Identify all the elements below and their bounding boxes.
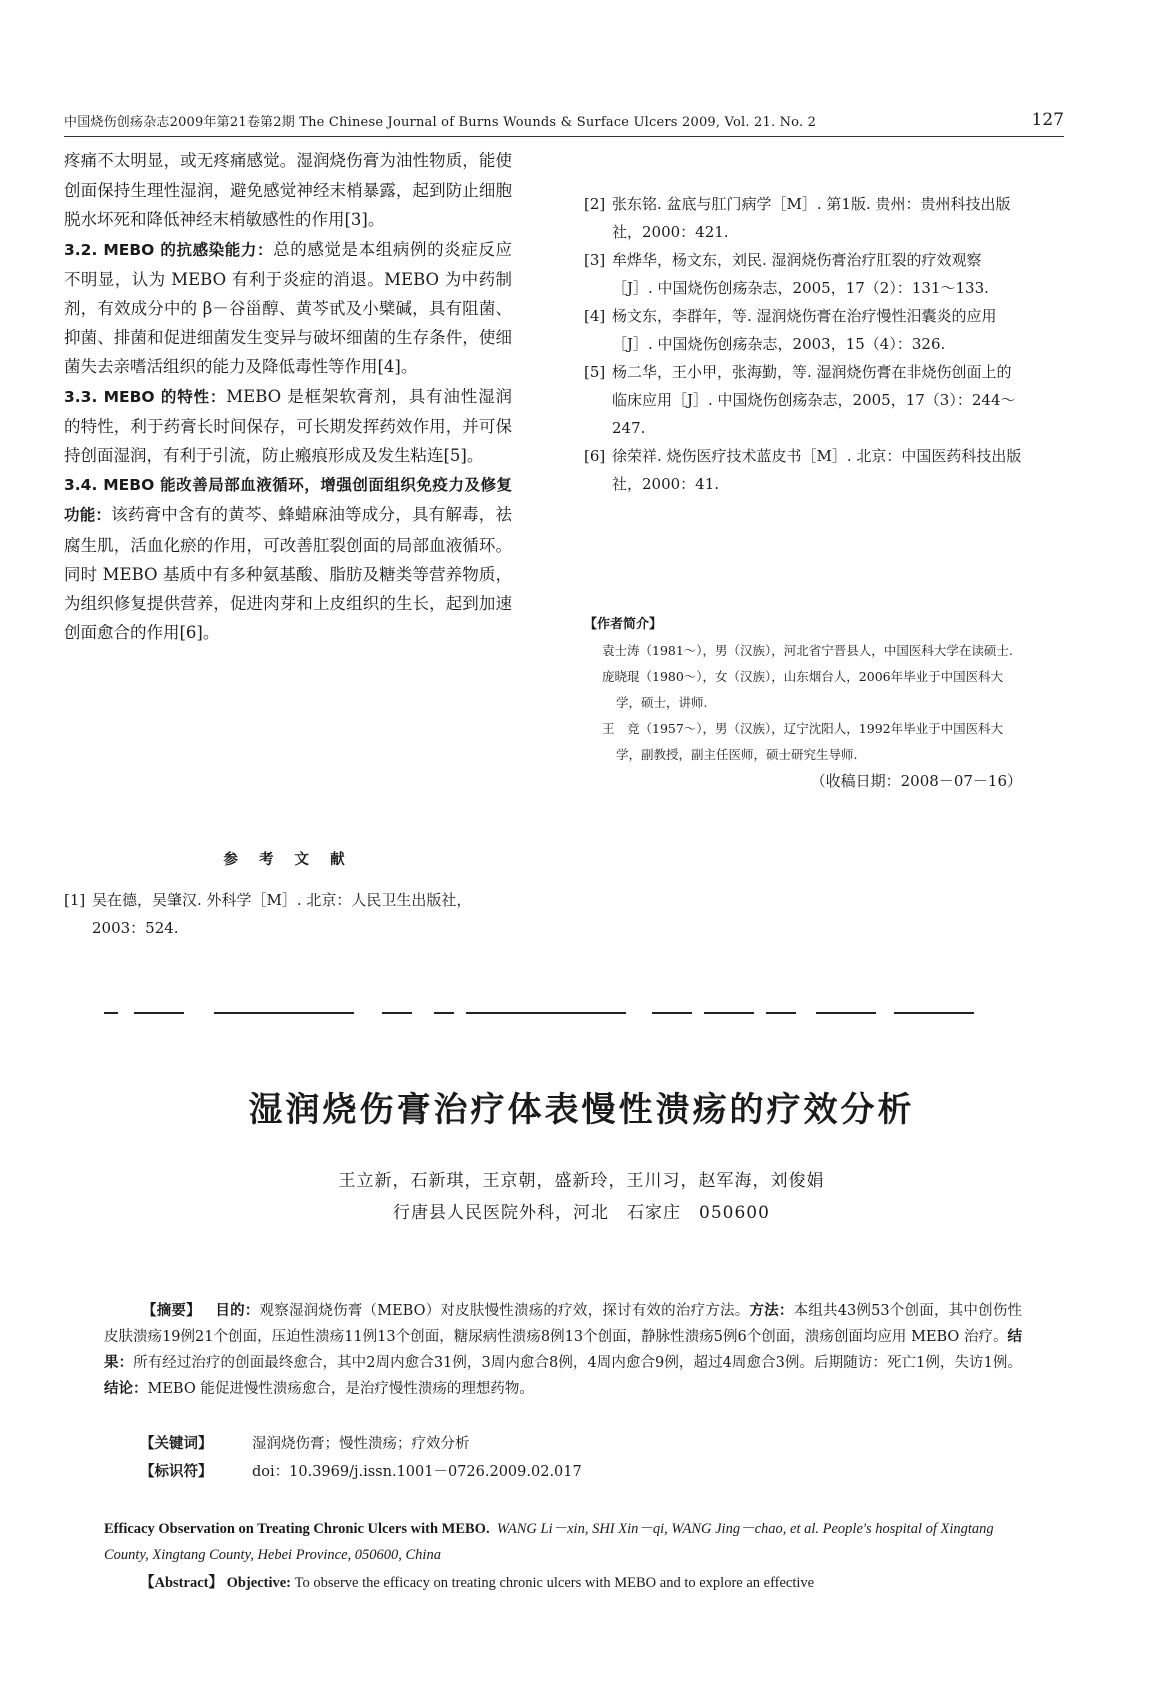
english-title: Efficacy Observation on Treating Chronic Ulcers with MEBO.: [104, 1521, 490, 1537]
references-left: [64, 886, 512, 942]
section-3-3: 3.3. MEBO 的特性：MEBO 是框架软膏剂，具有油性湿润的特性，利于药膏长时间保存，可长期发挥药效作用，并可保持创面湿润，有利于引流，防止瘢痕形成及发生粘连[5]。: [64, 386, 512, 466]
article-affiliation: 行唐县人民医院外科，河北 石家庄 050600: [393, 1203, 770, 1223]
reference-item: [6] 徐荣祥. 烧伤医疗技术蓝皮书［M］. 北京：中国医药科技出版社，2000：41.: [584, 447, 1022, 493]
article-authors: 王立新，石新琪，王京朝，盛新玲，王川习，赵军海，刘俊娟: [338, 1171, 825, 1191]
author-info-heading: 【作者简介】: [584, 617, 663, 632]
identifier: 【标识符】 doi：10.3969/j.issn.1001－0726.2009.02.017: [140, 1464, 582, 1480]
reference-item: [4] 杨文东，李群年，等. 湿润烧伤膏在治疗慢性汨囊炎的应用［J］. 中国烧伤创疡杂志，2003，15（4）：326.: [584, 307, 997, 353]
references-heading: 参 考 文 献: [223, 852, 353, 868]
section-3-4: 3.4. MEBO 能改善局部血液循环，增强创面组织免疫力及修复功能：该药膏中含有的黄芩、蜂蜡麻油等成分，具有解毒，祛腐生肌，活血化瘀的作用，可改善肛裂创面的局部血液循环。同时 MEBO 基质中有多种氨基酸、脂肪及糖类等营养物质，为组织修复提供营养，促进肉芽和上皮组织的生长，起到加速创面愈合的作用[6]。: [64, 476, 512, 643]
reference-item: [5] 杨二华，王小甲，张海勤，等. 湿润烧伤膏在非烧伤创面上的临床应用［J］. 中国烧伤创疡杂志，2005，17（3）：244～247.: [584, 363, 1016, 437]
english-abstract: 【Abstract】 Objective: To observe the efficacy on treating chronic ulcers with MEBO and to explore an effective: [140, 1575, 815, 1591]
received-date: （收稿日期：2008－07－16）: [810, 772, 1022, 790]
section-3-2: 3.2. MEBO 的抗感染能力：总的感觉是本组病例的炎症反应不明显，认为 MEBO 有利于炎症的消退。MEBO 为中药制剂，有效成分中的 β－谷甾醇、黄芩甙及小檗碱，具有阻菌、抑菌、排菌和促进细菌发生变异与破坏细菌的生存条件，使细菌失去亲嗜活组织的能力及降低毒性等作用[4]。: [64, 239, 512, 377]
keywords: 【关键词】 湿润烧伤膏；慢性溃疡；疗效分析: [140, 1436, 470, 1452]
english-affiliation: People's hospital of Xingtang County, Xingtang County, Hebei Province, 050600, China: [104, 1521, 994, 1563]
left-column: [64, 146, 512, 647]
article-separator: [104, 1012, 1024, 1014]
reference-item: [2] 张东铭. 盆底与肛门病学［M］. 第1版. 贵州：贵州科技出版社，2000：421.: [584, 195, 1011, 241]
body-paragraph: 疼痛不太明显，或无疼痛感觉。湿润烧伤膏为油性物质，能使创面保持生理性湿润，避免感觉神经末梢暴露，起到防止细胞脱水坏死和降低神经末梢敏感性的作用[3]。: [64, 151, 512, 230]
running-header: [64, 106, 1064, 137]
author-info: [584, 612, 1022, 794]
author-bio: 王 竞（1957～），男（汉族），辽宁沈阳人，1992年毕业于中国医科大学，副教授，副主任医师，硕士研究生导师.: [602, 721, 1004, 762]
page-number: 127: [1031, 110, 1064, 130]
abstract-tag: 【摘要】: [142, 1303, 201, 1319]
journal-info: 中国烧伤创疡杂志2009年第21卷第2期 The Chinese Journal of Burns Wounds & Surface Ulcers 2009, Vol. 21. No. 2: [64, 115, 817, 130]
article-title: 湿润烧伤膏治疗体表慢性溃疡的疗效分析: [248, 1090, 915, 1130]
reference-item: [3] 牟烨华，杨文东，刘民. 湿润烧伤膏治疗肛裂的疗效观察［J］. 中国烧伤创疡杂志，2005，17（2）：131～133.: [584, 251, 989, 297]
author-bio: 庞晓琨（1980～），女（汉族），山东烟台人，2006年毕业于中国医科大学，硕士，讲师.: [602, 669, 1004, 710]
reference-item: [1] 吴在德，吴肇汉. 外科学［M］. 北京：人民卫生出版社，2003：524.: [64, 891, 472, 937]
english-title-block: [104, 1516, 1024, 1568]
author-bio: 袁士涛（1981～），男（汉族），河北省宁晋县人，中国医科大学在读硕士.: [602, 643, 1013, 658]
references-right: [584, 190, 1022, 498]
abstract-cn: 【摘要】 目的：观察湿润烧伤膏（MEBO）对皮肤慢性溃疡的疗效，探讨有效的治疗方法。方法：本组共43例53个创面，其中创伤性皮肤溃疡19例21个创面，压迫性溃疡11例13个创面，糖尿病性溃疡8例13个创面，静脉性溃疡5例6个创面，溃疡创面均应用 MEBO 治疗。结果：所有经过治疗的创面最终愈合，其中2周内愈合31例，3周内愈合8例，4周内愈合9例，超过4周愈合3例。后期随访：死亡1例，失访1例。结论：MEBO 能促进慢性溃疡愈合，是治疗慢性溃疡的理想药物。: [104, 1303, 1023, 1397]
english-authors: WANG Li－xin, SHI Xin－qi, WANG Jing－chao, et al.: [496, 1521, 819, 1537]
